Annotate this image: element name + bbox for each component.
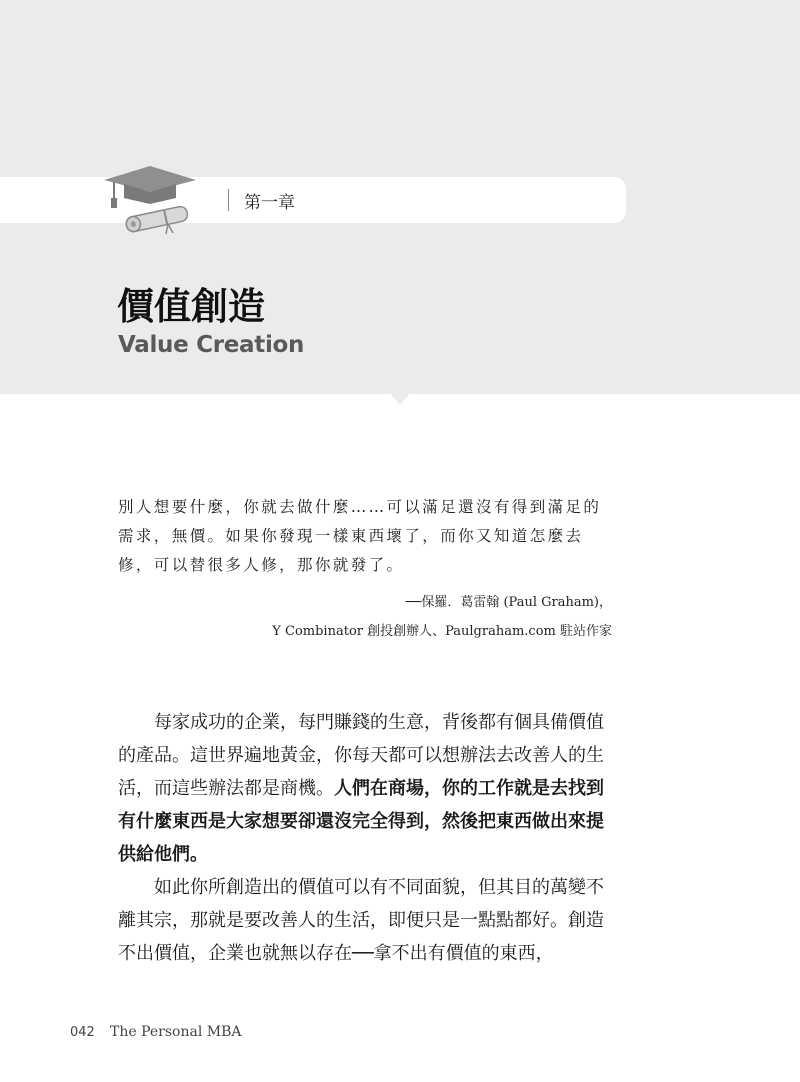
body-text xyxy=(118,706,614,970)
graduation-cap-icon xyxy=(100,160,200,236)
epigraph-text: 別人想要什麼，你就去做什麼……可以滿足還沒有得到滿足的需求，無價。如果你發現一樣東西壞了，而你又知道怎麼去修，可以替很多人修，那你就發了。 xyxy=(118,498,602,574)
chapter-title-english: Value Creation xyxy=(118,332,305,358)
paragraph-2: 如此你所創造出的價值可以有不同面貌，但其目的萬變不離其宗，那就是要改善人的生活，即便只是一點點都好。創造不出價值，企業也就無以存在──拿不出有價值的東西， xyxy=(118,877,604,964)
running-book-title: The Personal MBA xyxy=(110,1024,242,1040)
epigraph-quote xyxy=(118,493,618,580)
epigraph-attribution-name: ──保羅．葛雷翰 (Paul Graham)， xyxy=(405,595,612,610)
paragraph-1-normal: 每家成功的企業，每門賺錢的生意，背後都有個具備價值的產品。這世界遍地黃金，你每天都可以想辦法去改善人的生活，而這些辦法都是商機。 xyxy=(118,712,604,799)
chapter-separator xyxy=(228,189,229,211)
epigraph-attribution-role: Y Combinator 創投創辦人、Paulgraham.com 駐站作家 xyxy=(272,624,612,639)
chapter-bar xyxy=(0,177,626,223)
paragraph-1-bold: 人們在商場，你的工作就是去找到有什麼東西是大家想要卻還沒完全得到，然後把東西做出來提供給他們。 xyxy=(118,778,604,865)
header-notch xyxy=(390,393,410,405)
chapter-title-chinese: 價值創造 xyxy=(117,285,265,328)
chapter-label: 第一章 xyxy=(244,193,295,213)
page-number: 042 xyxy=(70,1025,95,1040)
paragraph-1 xyxy=(118,706,614,871)
